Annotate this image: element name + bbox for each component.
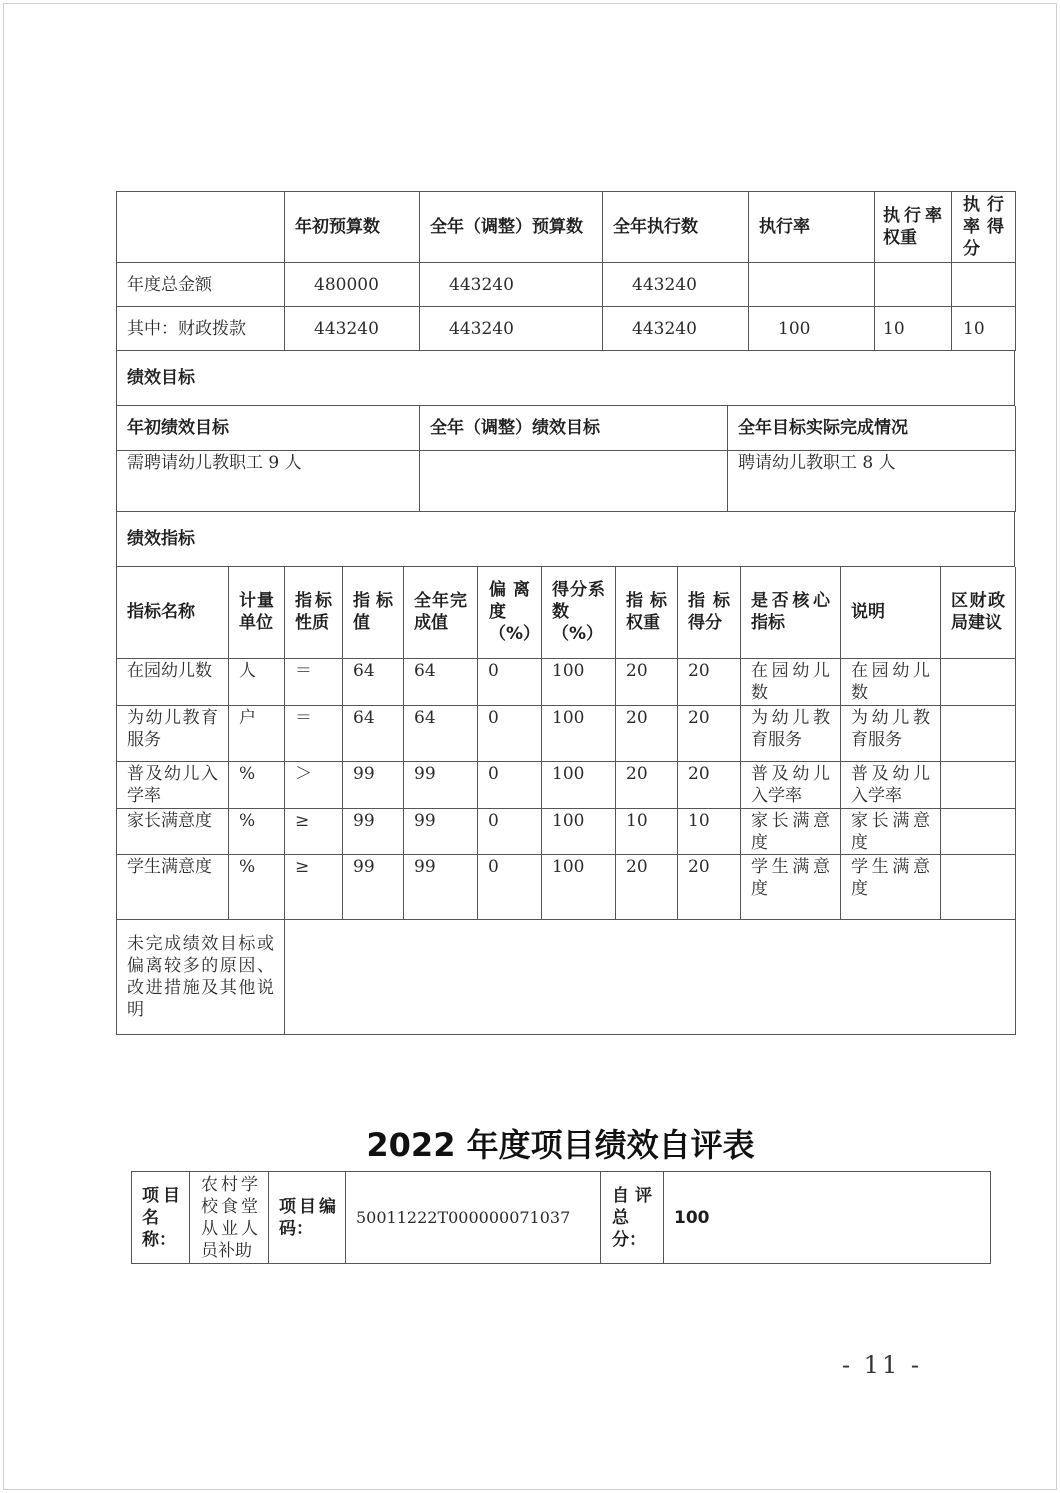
budget-header-rate-score: 执行率得分	[952, 192, 1016, 263]
budget-header-initial: 年初预算数	[285, 192, 420, 263]
budget-initial-value: 443240	[285, 307, 420, 351]
indicators-section	[116, 512, 1015, 567]
indicator-note: 在园幼儿数	[841, 659, 941, 706]
page-number: - 11 -	[841, 1351, 922, 1379]
indicator-header-actual: 全年完成值	[404, 567, 478, 659]
goals-section	[116, 351, 1015, 406]
indicator-suggestion	[941, 706, 1016, 762]
indicator-row	[117, 762, 1016, 809]
budget-header-rate-weight: 执行率权重	[875, 192, 952, 263]
indicator-suggestion	[941, 659, 1016, 706]
indicator-unit: %	[229, 855, 285, 920]
indicators-section-row	[117, 512, 1015, 566]
goals-initial-value: 需聘请幼儿教职工 9 人	[117, 451, 420, 512]
project-info-table	[131, 1171, 991, 1264]
indicator-row	[117, 809, 1016, 855]
goals-table	[116, 406, 1016, 513]
budget-adjusted-value: 443240	[420, 307, 603, 351]
indicator-weight: 20	[616, 855, 678, 920]
indicator-header-score: 指标得分	[678, 567, 741, 659]
budget-header-blank	[117, 192, 285, 263]
indicator-deviation: 0	[478, 762, 542, 809]
indicator-target-value: 64	[343, 659, 404, 706]
indicator-score: 20	[678, 762, 741, 809]
indicator-row	[117, 659, 1016, 706]
performance-form	[116, 191, 1015, 1035]
goals-header-actual: 全年目标实际完成情况	[728, 406, 1016, 451]
budget-executed-value: 443240	[603, 263, 749, 307]
budget-header-rate: 执行率	[749, 192, 875, 263]
indicator-target-value: 99	[343, 809, 404, 855]
budget-row-total	[117, 263, 1016, 307]
budget-executed-value: 443240	[603, 307, 749, 351]
indicator-weight: 20	[616, 706, 678, 762]
budget-rate-score-value	[952, 263, 1016, 307]
indicator-note: 家长满意度	[841, 809, 941, 855]
indicator-suggestion	[941, 762, 1016, 809]
indicator-actual-value: 64	[404, 706, 478, 762]
indicator-note: 学生满意度	[841, 855, 941, 920]
budget-header-executed: 全年执行数	[603, 192, 749, 263]
indicator-name: 家长满意度	[117, 809, 229, 855]
goals-actual-value: 聘请幼儿教职工 8 人	[728, 451, 1016, 512]
budget-row-fiscal	[117, 307, 1016, 351]
indicator-nature: ＞	[285, 762, 343, 809]
form-title: 2022 年度项目绩效自评表	[366, 1126, 755, 1164]
project-name-label: 项目名称：	[132, 1172, 190, 1264]
indicator-name: 为幼儿教育服务	[117, 706, 229, 762]
indicator-actual-value: 99	[404, 809, 478, 855]
budget-adjusted-value: 443240	[420, 263, 603, 307]
budget-row-label: 年度总金额	[117, 263, 285, 307]
indicator-is-core: 学生满意度	[741, 855, 841, 920]
project-name-value: 农村学校食堂从业人员补助	[190, 1172, 269, 1264]
budget-row-label: 其中：财政拨款	[117, 307, 285, 351]
indicator-row	[117, 706, 1016, 762]
indicator-score-coefficient: 100	[542, 762, 616, 809]
indicator-header-is-core: 是否核心指标	[741, 567, 841, 659]
budget-rate-weight-value: 10	[875, 307, 952, 351]
indicator-suggestion	[941, 809, 1016, 855]
goals-adjusted-value	[420, 451, 728, 512]
indicators-table	[116, 567, 1016, 1036]
indicator-weight: 10	[616, 809, 678, 855]
indicator-unit: 人	[229, 659, 285, 706]
indicator-weight: 20	[616, 762, 678, 809]
indicator-unit: %	[229, 762, 285, 809]
indicator-nature: ≥	[285, 855, 343, 920]
indicator-nature: ＝	[285, 659, 343, 706]
goals-header-row	[117, 406, 1016, 451]
indicator-score-coefficient: 100	[542, 809, 616, 855]
indicator-nature: ＝	[285, 706, 343, 762]
indicator-header-unit: 计量单位	[229, 567, 285, 659]
indicator-nature: ≥	[285, 809, 343, 855]
indicator-score-coefficient: 100	[542, 659, 616, 706]
budget-rate-weight-value	[875, 263, 952, 307]
indicator-unit: 户	[229, 706, 285, 762]
goals-header-adjusted: 全年（调整）绩效目标	[420, 406, 728, 451]
indicator-actual-value: 99	[404, 855, 478, 920]
indicator-is-core: 家长满意度	[741, 809, 841, 855]
indicator-row	[117, 855, 1016, 920]
indicator-name: 学生满意度	[117, 855, 229, 920]
indicator-deviation: 0	[478, 659, 542, 706]
indicator-is-core: 普及幼儿入学率	[741, 762, 841, 809]
indicator-header-suggestion: 区财政局建议	[941, 567, 1016, 659]
indicator-score: 10	[678, 809, 741, 855]
budget-rate-score-value: 10	[952, 307, 1016, 351]
indicator-name: 普及幼儿入学率	[117, 762, 229, 809]
indicator-actual-value: 99	[404, 762, 478, 809]
indicator-score: 20	[678, 706, 741, 762]
total-score-label: 自评总分：	[601, 1172, 664, 1264]
indicator-deviation: 0	[478, 706, 542, 762]
budget-rate-value: 100	[749, 307, 875, 351]
budget-initial-value: 480000	[285, 263, 420, 307]
remarks-label: 未完成绩效目标或偏离较多的原因、改进措施及其他说明	[117, 920, 285, 1035]
indicators-header-row	[117, 567, 1016, 659]
indicator-score: 20	[678, 855, 741, 920]
budget-header-row	[117, 192, 1016, 263]
indicator-is-core: 在园幼儿数	[741, 659, 841, 706]
indicator-target-value: 99	[343, 762, 404, 809]
indicator-target-value: 64	[343, 706, 404, 762]
project-info-row	[132, 1172, 991, 1264]
indicator-actual-value: 64	[404, 659, 478, 706]
total-score-value: 100	[664, 1172, 991, 1264]
indicator-score: 20	[678, 659, 741, 706]
indicator-header-deviation: 偏离度（%）	[478, 567, 542, 659]
remarks-value	[285, 920, 1016, 1035]
indicator-weight: 20	[616, 659, 678, 706]
indicator-note: 为幼儿教育服务	[841, 706, 941, 762]
project-code-label: 项目编码：	[269, 1172, 346, 1264]
indicator-header-weight: 指标权重	[616, 567, 678, 659]
goals-value-row	[117, 451, 1016, 512]
budget-header-adjusted: 全年（调整）预算数	[420, 192, 603, 263]
indicator-target-value: 99	[343, 855, 404, 920]
indicator-is-core: 为幼儿教育服务	[741, 706, 841, 762]
project-code-value: 50011222T000000071037	[346, 1172, 601, 1264]
indicator-header-nature: 指标性质	[285, 567, 343, 659]
indicator-header-name: 指标名称	[117, 567, 229, 659]
goals-section-title: 绩效目标	[117, 351, 1015, 405]
indicator-score-coefficient: 100	[542, 855, 616, 920]
budget-rate-value	[749, 263, 875, 307]
indicator-note: 普及幼儿入学率	[841, 762, 941, 809]
goals-header-initial: 年初绩效目标	[117, 406, 420, 451]
indicator-suggestion	[941, 855, 1016, 920]
indicator-header-score-coefficient: 得分系数（%）	[542, 567, 616, 659]
indicator-unit: %	[229, 809, 285, 855]
indicator-name: 在园幼儿数	[117, 659, 229, 706]
goals-section-row	[117, 351, 1015, 405]
indicator-score-coefficient: 100	[542, 706, 616, 762]
budget-table	[116, 191, 1016, 351]
indicator-deviation: 0	[478, 855, 542, 920]
remarks-row	[117, 920, 1016, 1035]
indicator-header-target: 指标值	[343, 567, 404, 659]
indicator-header-note: 说明	[841, 567, 941, 659]
indicator-deviation: 0	[478, 809, 542, 855]
indicators-section-title: 绩效指标	[117, 512, 1015, 566]
